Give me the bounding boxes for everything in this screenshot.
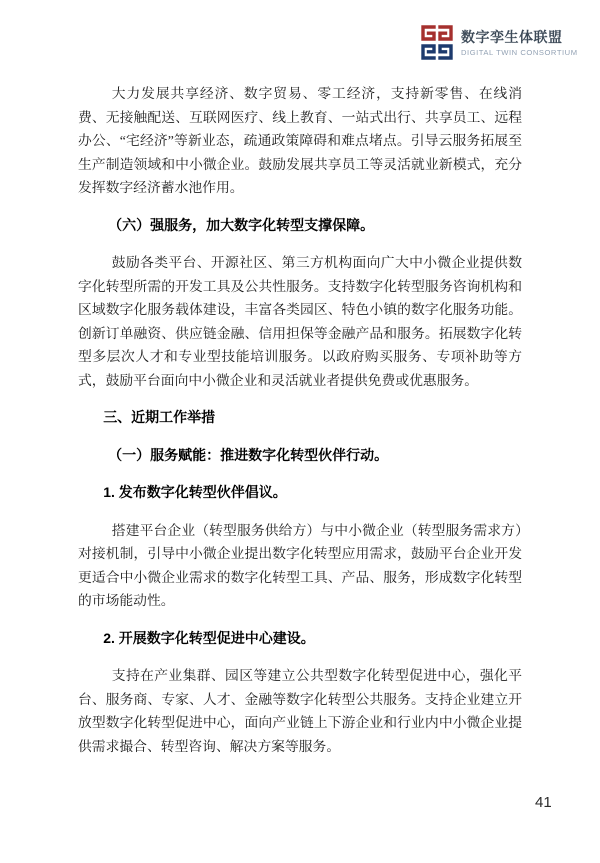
paragraph-platform-support: 鼓励各类平台、开源社区、第三方机构面向广大中小微企业提供数字化转型所需的开发工具及公共性服务。支持数字化转型服务咨询机构和区域数字化服务载体建设，丰富各类园区、特色小镇的数字化服务功能。创新订单融资、供应链金融、信用担保等金融产品和服务。拓展数字化转型多层次人才和专业型技能培训服务。以政府购买服务、专项补助等方式，鼓励平台面向中小微企业和灵活就业者提供免费或优惠服务。 [78, 255, 522, 388]
heading-section-1-service-empowerment: （一）服务赋能：推进数字化转型伙伴行动。 [108, 446, 389, 463]
document-content [78, 0, 522, 758]
heading-item-2-promotion-centers: 2. 开展数字化转型促进中心建设。 [103, 629, 315, 646]
heading-section-6-strengthen-services: （六）强服务，加大数字化转型支撑保障。 [108, 216, 375, 233]
heading-part-3-recent-measures: 三、近期工作举措 [103, 409, 216, 425]
page-number: 41 [535, 794, 552, 811]
paragraph-new-business-models: 大力发展共享经济、数字贸易、零工经济，支持新零售、在线消费、无接触配送、互联网医疗、线上教育、一站式出行、共享员工、远程办公、“宅经济”等新业态，疏通政策障碍和难点堵点。引导云服务拓展至生产制造领域和中小微企业。鼓励发展共享员工等灵活就业新模式，充分发挥数字经济蓄水池作用。 [78, 86, 522, 195]
heading-item-1-partner-initiative: 1. 发布数字化转型伙伴倡议。 [103, 484, 287, 500]
paragraph-matchmaking-mechanism: 搭建平台企业（转型服务供给方）与中小微企业（转型服务需求方）对接机制，引导中小微企业提出数字化转型应用需求，鼓励平台企业开发更适合中小微企业需求的数字化转型工具、产品、服务，形成数字化转型的市场能动性。 [78, 522, 522, 608]
logo-subtitle: DIGITAL TWIN CONSORTIUM [461, 47, 578, 57]
logo-title: 数字孪生体联盟 [461, 28, 563, 45]
paragraph-promotion-center-support: 支持在产业集群、园区等建立公共型数字化转型促进中心，强化平台、服务商、专家、人才、金融等数字化转型公共服务。支持企业建立开放型数字化转型促进中心，面向产业链上下游企业和行业内中小微企业提供需求撮合、转型咨询、解决方案等服务。 [78, 668, 522, 754]
